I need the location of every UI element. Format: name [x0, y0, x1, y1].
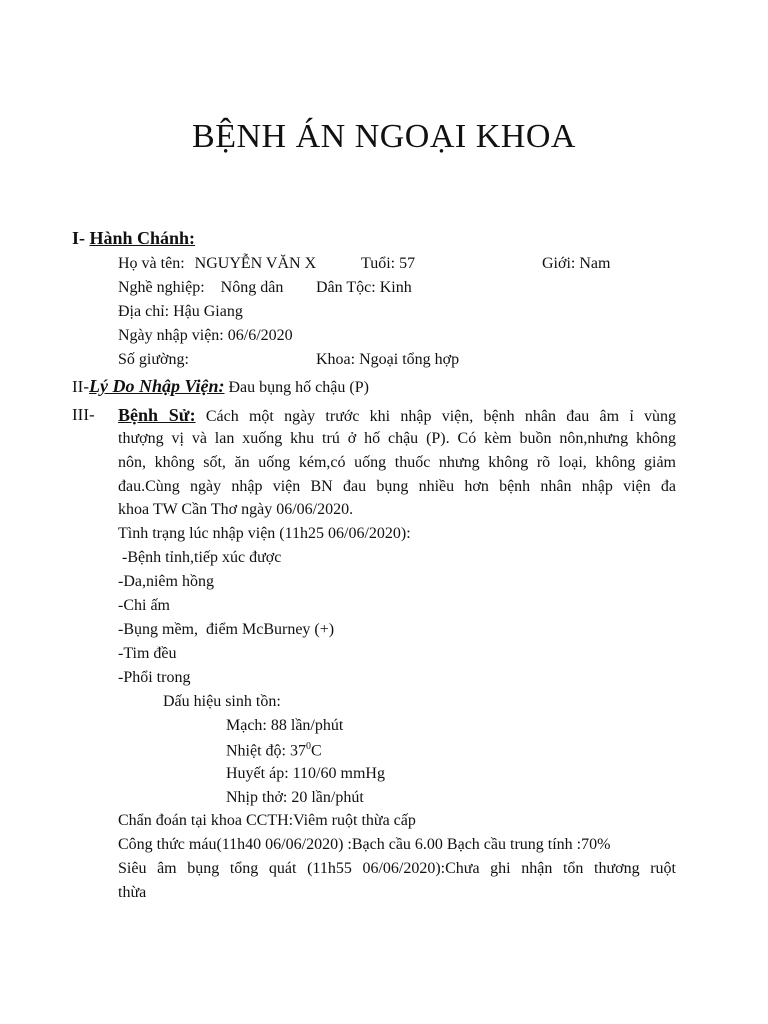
document-title: BỆNH ÁN NGOẠI KHOA: [192, 118, 576, 155]
ultrasound-line-2: thừa: [118, 884, 147, 901]
ethnicity: Dân Tộc: Kinh: [316, 279, 412, 296]
vital-blood-pressure: Huyết áp: 110/60 mmHg: [226, 765, 385, 782]
section-3-number: III-: [72, 405, 95, 424]
vital-respiration: Nhịp thở: 20 lần/phút: [226, 789, 364, 806]
section-1-title: Hành Chánh:: [89, 228, 196, 248]
history-line-1: [118, 405, 676, 426]
diagnosis: Chẩn đoán tại khoa CCTH:Viêm ruột thừa cấp: [118, 812, 416, 829]
temp-superscript: 0: [306, 741, 311, 752]
name-label: Họ và tên:: [118, 255, 185, 272]
finding-item: -Chi ấm: [118, 597, 170, 614]
history-line-3: nôn, không sốt, ăn uống kém,có uống thuốc nhưng không rõ loại, không giảm: [118, 454, 676, 471]
vitals-title: Dấu hiệu sinh tồn:: [163, 693, 281, 710]
occupation-value: Nông dân: [220, 279, 284, 296]
address: Địa chỉ: Hậu Giang: [118, 303, 243, 320]
section-2-number: II-: [72, 377, 89, 396]
patient-gender: Giới: Nam: [542, 255, 611, 272]
name-value: NGUYỄN VĂN X: [194, 255, 317, 272]
temp-prefix: Nhiệt độ: 37: [226, 742, 306, 760]
bed-number: Số giường:: [118, 351, 189, 368]
patient-age: Tuổi: 57: [361, 255, 416, 272]
vital-temperature: [226, 741, 322, 760]
admission-status-title: Tình trạng lúc nhập viện (11h25 06/06/2020):: [118, 525, 411, 542]
department: Khoa: Ngoại tổng hợp: [316, 351, 460, 368]
ultrasound-line-1: Siêu âm bụng tổng quát (11h55 06/06/2020):Chưa ghi nhận tổn thương ruột: [118, 860, 676, 877]
section-2-line: [72, 376, 369, 397]
history-line-4: đau.Cùng ngày nhập viện BN đau bụng nhiều hơn bệnh nhân nhập viện đa: [118, 478, 676, 495]
history-line-5: khoa TW Cần Thơ ngày 06/06/2020.: [118, 501, 354, 518]
finding-item: -Phổi trong: [118, 669, 191, 686]
finding-item: -Bụng mềm, điểm McBurney (+): [118, 621, 335, 638]
occupation-line: [118, 279, 283, 297]
finding-item: -Tim đều: [118, 645, 177, 662]
admission-date: Ngày nhập viện: 06/6/2020: [118, 327, 293, 344]
occupation-label: Nghề nghiệp:: [118, 279, 205, 296]
finding-item: -Bệnh tỉnh,tiếp xúc được: [118, 549, 282, 566]
temp-suffix: C: [311, 742, 322, 760]
section-3-title: Bệnh Sử:: [118, 405, 196, 425]
section-1-heading: [72, 228, 195, 249]
patient-name-line: [118, 255, 316, 273]
section-2-text: Đau bụng hố chậu (P): [228, 379, 369, 396]
section-1-number: I-: [72, 228, 85, 248]
vital-pulse: Mạch: 88 lần/phút: [226, 717, 344, 734]
section-2-title: Lý Do Nhập Viện:: [88, 376, 225, 396]
finding-item: -Da,niêm hồng: [118, 573, 214, 590]
history-line-1-text: Cách một ngày trước khi nhập viện, bệnh nhân đau âm ỉ vùng: [205, 408, 677, 425]
history-line-2: thượng vị và lan xuống khu trú ở hố chậu (P). Có kèm buồn nôn,nhưng không: [118, 430, 676, 447]
blood-test: Công thức máu(11h40 06/06/2020) :Bạch cầu 6.00 Bạch cầu trung tính :70%: [118, 836, 611, 853]
